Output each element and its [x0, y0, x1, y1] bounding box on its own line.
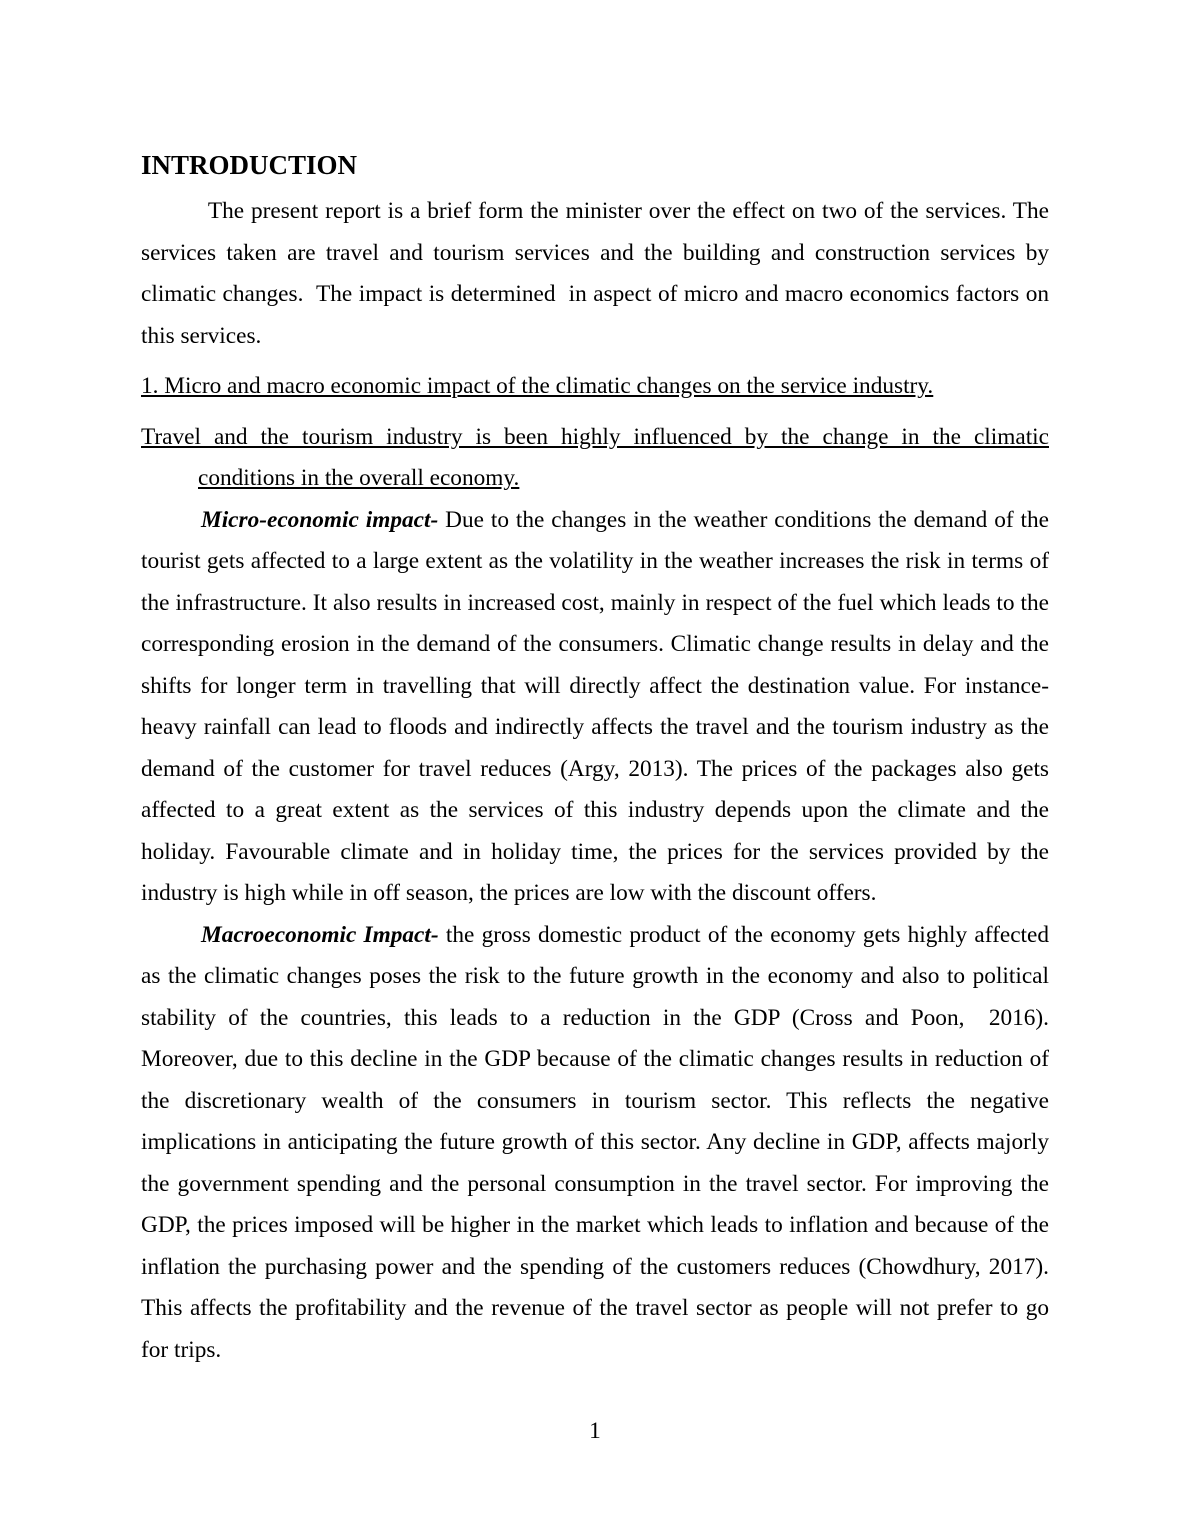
macro-economic-paragraph: [141, 915, 1049, 1372]
document-content: [141, 147, 1049, 1371]
subheading-travel-tourism: Travel and the tourism industry is been highly influenced by the change in the climatic conditions in the overall economy.: [141, 423, 1049, 491]
heading-micro-macro-impact: 1. Micro and macro economic impact of the climatic changes on the service industry.: [141, 373, 934, 399]
intro-paragraph: The present report is a brief form the minister over the effect on two of the services. The services taken are travel and tourism services and the building and construction services by climatic changes. The impact is determined in aspect of micro and macro economics factors on this services.: [141, 198, 1049, 349]
micro-economic-body: Due to the changes in the weather conditions the demand of the tourist gets affected to a large extent as the volatility in the weather increases the risk in terms of the infrastructure. It also results in increased cost, mainly in respect of the fuel which leads to the corresponding erosion in the demand of the consumers. Climatic change results in delay and the shifts for longer term in travelling that will directly affect the destination value. For instance- heavy rainfall can lead to floods and indirectly affects the travel and the tourism industry as the demand of the customer for travel reduces (Argy, 2013). The prices of the packages also gets affected to a great extent as the services of this industry depends upon the climate and the holiday. Favourable climate and in holiday time, the prices for the services provided by the industry is high while in off season, the prices are low with the discount offers.: [141, 506, 1049, 906]
macro-economic-lead: Macroeconomic Impact-: [201, 921, 439, 948]
micro-economic-paragraph: [141, 500, 1049, 915]
section-title: INTRODUCTION: [141, 150, 358, 180]
micro-economic-lead: Micro-economic impact-: [201, 506, 439, 533]
macro-economic-body: the gross domestic product of the economy gets highly affected as the climatic changes poses the risk to the future growth in the economy and also to political stability of the countries, this leads to a reduction in the GDP (Cross and Poon, 2016). Moreover, due to this decline in the GDP because of the climatic changes results in reduction of the discretionary wealth of the consumers in tourism sector. This reflects the negative implications in anticipating the future growth of this sector. Any decline in GDP, affects majorly the government spending and the personal consumption in the travel sector. For improving the GDP, the prices imposed will be higher in the market which leads to inflation and because of the inflation the purchasing power and the spending of the customers reduces (Chowdhury, 2017). This affects the profitability and the revenue of the travel sector as people will not prefer to go for trips.: [141, 921, 1050, 1363]
page-number: 1: [589, 1418, 601, 1444]
